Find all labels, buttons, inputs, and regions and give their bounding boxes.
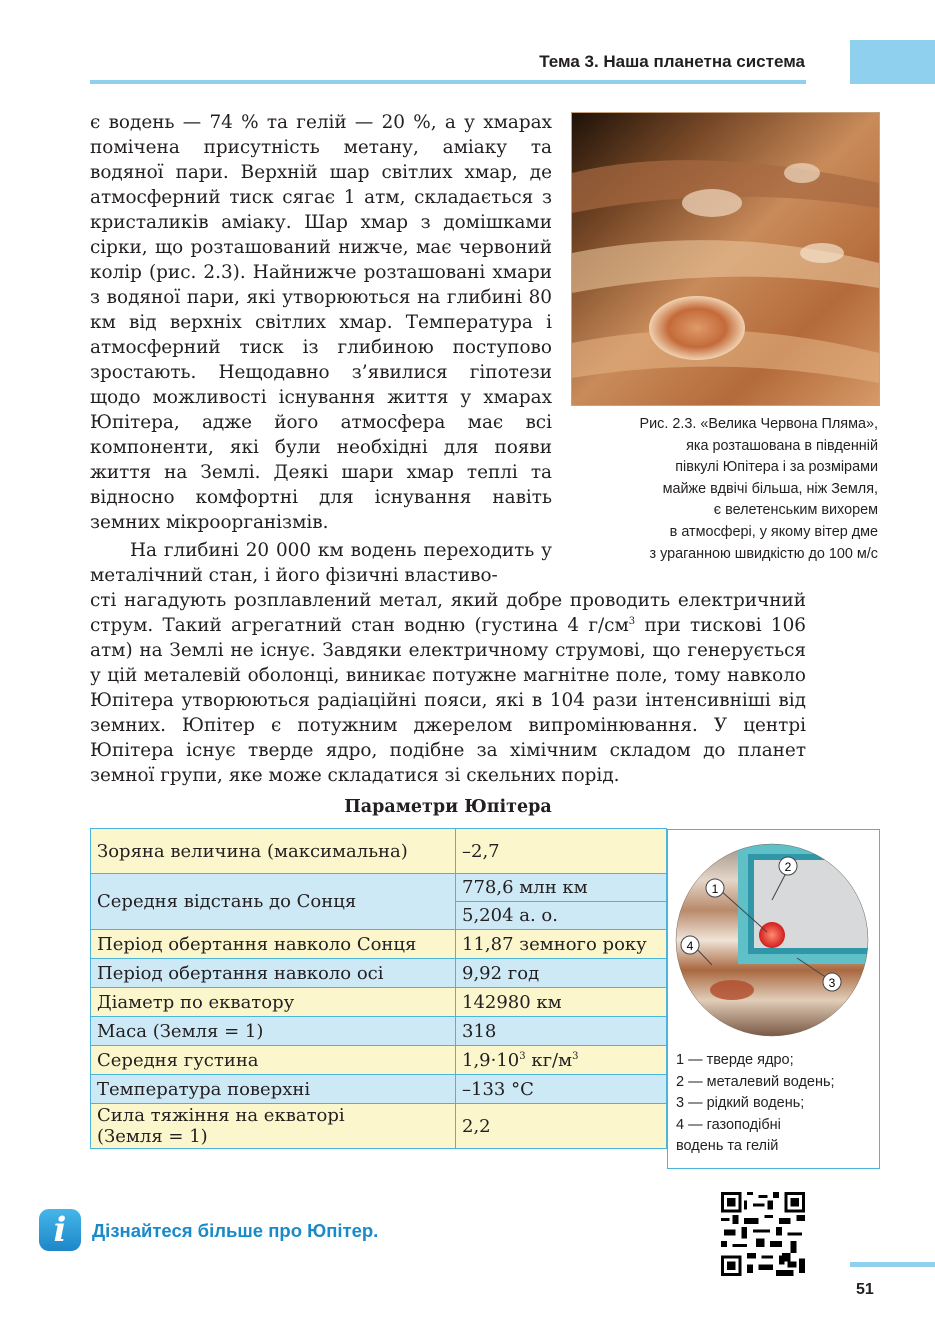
header-rule — [90, 80, 806, 84]
svg-text:4: 4 — [686, 939, 694, 953]
chapter-title: Тема 3. Наша планетна система — [539, 52, 805, 71]
paragraph-magnetic-field: сті нагадують розплавлений метал, який добре проводить електричний струм. Такий агрегатний стан водню (густина 4 $г/см^3$ при тискові 106 атм) на Землі не існує. Завдяки електричному струмові, що генерується у цій металевій оболонці, виникає потужне магнітне поле, тому навколо Юпітера утворюються радіаційні пояси, які в 104 рази інтенсивніші від земних. Юпітер є потужним джерелом випромінювання. У центрі Юпітера існує тверде ядро, подібне за хімічним складом до планет земної групи, яке може складатися зі скельних порід. — [90, 590, 806, 786]
header-color-block — [850, 40, 935, 84]
table-row: Середня густина $1,9\cdot 10^3$ $кг/м^3$ — [91, 1046, 667, 1075]
paragraph-metallic-hydrogen: На глибині 20 000 км водень переходить у металічний стан, і його фізичні властиво- — [90, 540, 552, 586]
great-red-spot-photo — [571, 112, 880, 406]
svg-text:3: 3 — [828, 976, 836, 990]
qr-code[interactable] — [720, 1192, 806, 1276]
table-row: Середня відстань до Сонця 778,6 млн км — [91, 874, 667, 902]
table-row: 5,204 а. о. — [91, 902, 667, 930]
table-row: Температура поверхні –133 °С — [91, 1075, 667, 1104]
jupiter-parameters-table — [90, 828, 667, 1149]
marker-2 — [779, 857, 797, 875]
structure-legend: 1 — тверде ядро; 2 — металевий водень; 3 — рідкий водень; 4 — газоподібні водень та гелій — [676, 1052, 835, 1155]
svg-text:2: 2 — [784, 860, 792, 874]
table-row: Діаметр по екватору 142980 км — [91, 988, 667, 1017]
marker-4 — [681, 936, 699, 954]
table-row: Сила тяжіння на екваторі (Земля = 1) 2,2 — [91, 1104, 667, 1149]
table-row: Маса (Земля = 1) 318 — [91, 1017, 667, 1046]
table-row: Зоряна величина (максимальна) –2,7 — [91, 829, 667, 874]
table-row: Період обертання навколо осі 9,92 год — [91, 959, 667, 988]
figure-caption: Рис. 2.3. «Велика Червона Пляма», яка розташована в південній півкулі Юпітера і за розмірами майже вдвічі більша, ніж Земля, є велетенським вихорем в атмосфері, у якому вітер дме з ураганною швидкістю до 100 м/с — [639, 416, 878, 562]
marker-1 — [706, 879, 724, 897]
info-icon: i — [39, 1209, 81, 1251]
footer-rule — [850, 1262, 935, 1267]
svg-text:1: 1 — [711, 882, 719, 896]
page-number: 51 — [856, 1281, 874, 1298]
jupiter-structure-diagram — [672, 840, 872, 1040]
learn-more-text: Дізнайтеся більше про Юпітер. — [92, 1220, 379, 1241]
paragraph-atmosphere: є водень — 74 % та гелій — 20 %, а у хмарах помічена присутність метану, аміаку та водяної пари. Верхній шар світлих хмар, де атмосферний тиск сягає 1 атм, складається з кристаликів аміаку. Шар хмар з домішками сірки, що розташований нижче, має червоний колір (рис. 2.3). Найнижче розташовані хмари з водяної пари, які утворюються на глибині 80 км від верхніх світлих хмар. Температура і атмосферний тиск із глибиною поступово зростають. Нещодавно з’явилися гіпотези щодо можливості існування життя у хмарах Юпітера, адже його атмосфера має всі компоненти, які були необхідні для появи життя на Землі. Деякі шари хмар теплі та відносно комфортні для існування навіть земних мікроорганізмів. — [90, 112, 552, 533]
table-title: Параметри Юпітера — [344, 797, 552, 817]
marker-3 — [823, 973, 841, 991]
table-row: Період обертання навколо Сонця 11,87 земного року — [91, 930, 667, 959]
